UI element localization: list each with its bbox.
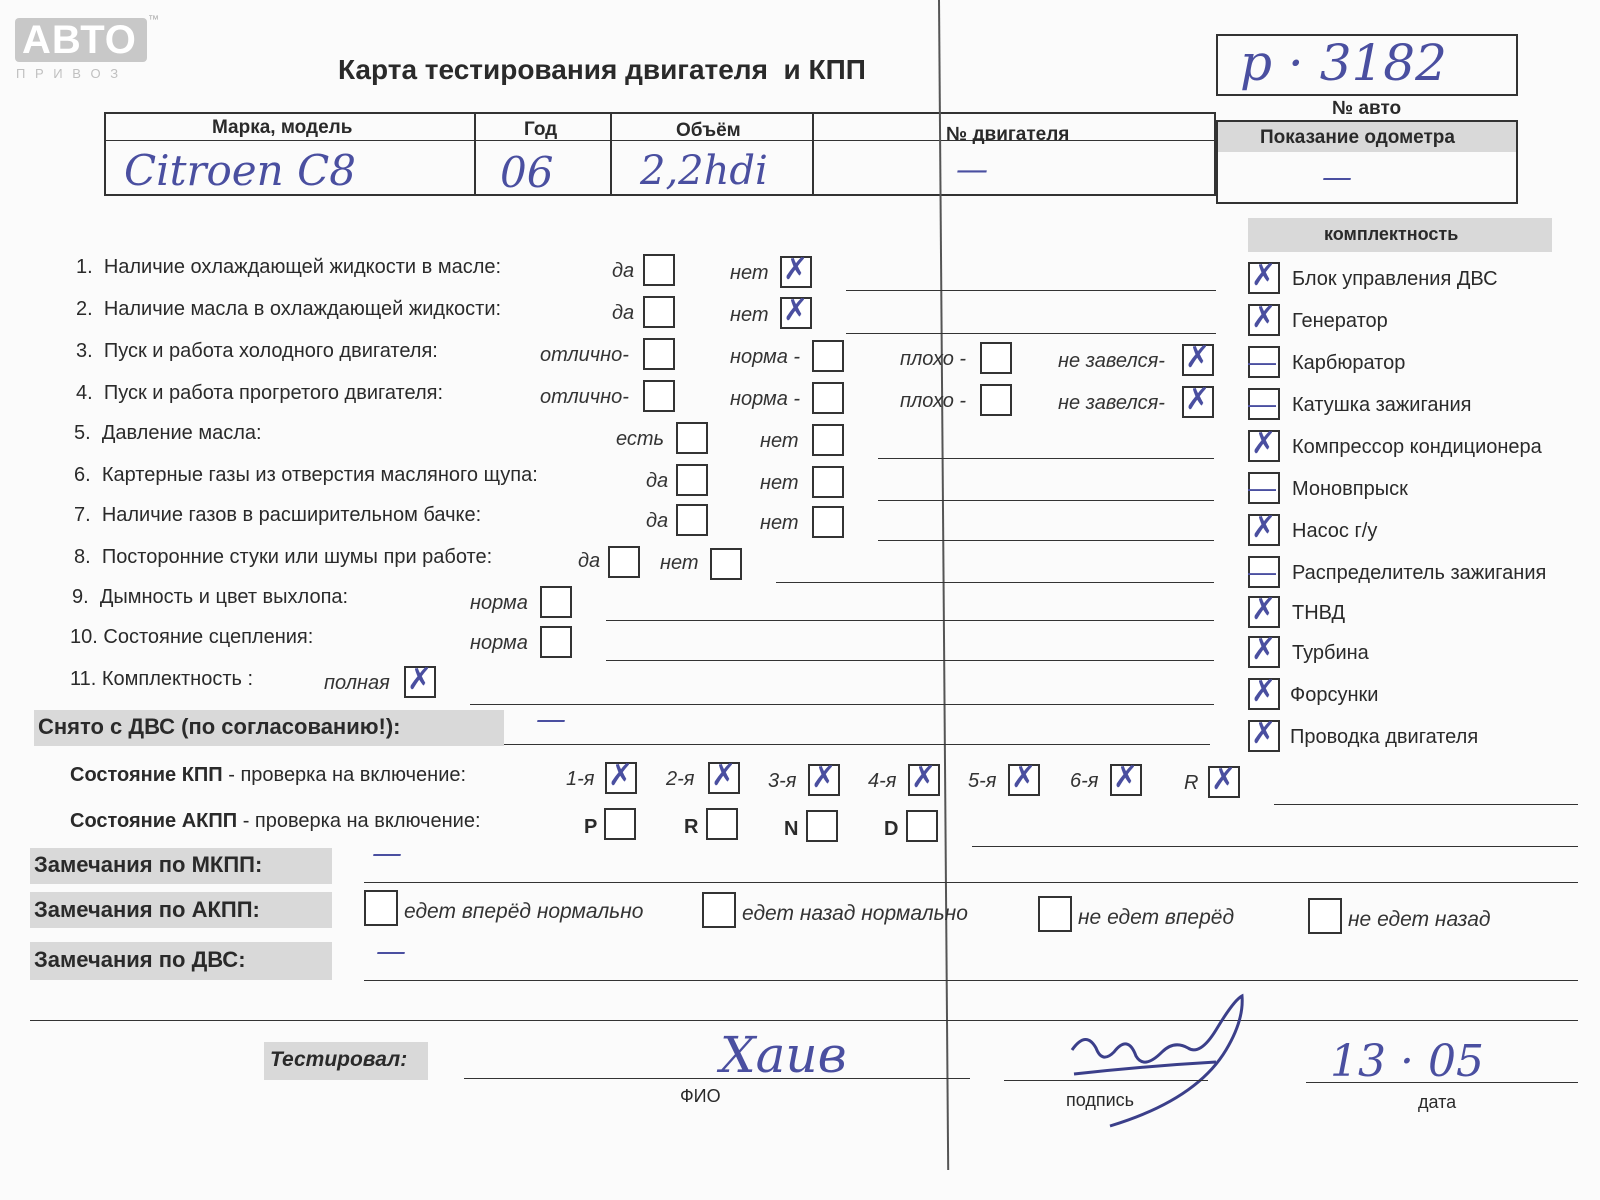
q1-yes-label: да [612,260,635,282]
completeness-check-carburetor[interactable] [1248,346,1280,378]
q4-not-started-label: не завелся- [1058,392,1165,414]
q7-yes-checkbox[interactable] [676,504,708,536]
remarks-dvs-label: Замечания по ДВС: [34,947,246,972]
gear-label: 6-я [1070,770,1099,792]
removed-value: — [536,702,566,737]
gear-label: 5-я [968,770,997,792]
q7-yes-label: да [646,510,669,532]
question-num: 8. [74,546,91,568]
completeness-header: комплектность [1324,224,1459,244]
q5-present-label: есть [616,428,665,450]
remarks-mkpp-line [364,882,1578,883]
q8-yes-checkbox[interactable] [608,546,640,578]
remarks-akpp-label: Замечания по АКПП: [34,897,260,922]
question-text: Пуск и работа холодного двигателя: [103,340,438,362]
signature-line [1004,1080,1208,1081]
q1-no-label: нет [730,262,769,284]
completeness-check-distributor[interactable] [1248,556,1280,588]
completeness-check-generator[interactable] [1248,304,1280,336]
question-7 [74,504,481,527]
akpp-notes-line [972,846,1578,847]
question-text: Комплектность : [101,668,254,690]
completeness-check-ignition-coil[interactable] [1248,388,1280,420]
q3-normal-checkbox[interactable] [812,340,844,372]
q11-notes-line [470,704,1214,705]
question-text: Давление масла: [101,422,262,444]
question-text: Дымность и цвет выхлопа: [99,586,349,608]
q10-notes-line [606,660,1214,661]
question-1 [76,256,501,279]
q5-present-checkbox[interactable] [676,422,708,454]
q3-not-started-checkbox[interactable] [1182,344,1214,376]
logo-text: АВТО [22,18,137,62]
q4-normal-label: норма - [730,388,801,410]
q8-notes-line [776,582,1214,583]
completeness-check-turbo[interactable] [1248,636,1280,668]
completeness-label: Турбина [1292,642,1369,664]
gear-label: 4-я [868,770,897,792]
q4-excellent-label: отлично- [540,386,629,408]
question-5 [74,422,262,445]
logo-tm: ™ [148,14,159,26]
kpp-label-bold: Состояние КПП [70,764,223,786]
question-num: 6. [74,464,91,486]
col-header-year: Год [524,119,558,140]
completeness-check-fuel-pump[interactable] [1248,596,1280,628]
question-text: Пуск и работа прогретого двигателя: [103,382,444,404]
q3-not-started-label: не завелся- [1058,350,1165,372]
akpp-option-label: едет назад нормально [742,902,968,925]
col-header-model: Марка, модель [212,117,353,138]
q9-norm-checkbox[interactable] [540,586,572,618]
remarks-mkpp-label: Замечания по МКПП: [34,852,263,877]
akpp-no-backward-checkbox[interactable] [1308,898,1342,934]
q6-notes-line [878,500,1214,501]
completeness-label: Насос г/у [1292,520,1378,542]
logo-subtext: П Р И В О З [16,66,122,81]
gear-2-checkbox[interactable] [708,762,740,794]
q11-full-label: полная [324,672,390,694]
signature-underline [1074,1062,1216,1074]
akpp-n-checkbox[interactable] [806,810,838,842]
col-header-volume: Объём [676,120,741,141]
completeness-label: ТНВД [1292,602,1346,624]
name-caption: ФИО [680,1086,721,1106]
gear-label: R [684,816,699,838]
q2-no-checkbox[interactable] [780,297,812,329]
completeness-label: Карбюратор [1292,352,1406,374]
question-10 [70,626,313,649]
remarks-dvs-value: — [376,934,406,969]
question-num: 3. [76,340,93,362]
gear-1-checkbox[interactable] [605,762,637,794]
question-text: Наличие газов в расширительном бачке: [101,504,482,526]
question-6 [74,464,538,487]
model-value: Citroen C8 [124,146,356,195]
q9-notes-line [606,620,1214,621]
question-8 [74,546,492,569]
question-text: Состояние сцепления: [103,626,314,648]
question-3 [76,340,438,363]
completeness-label: Моновпрыск [1292,478,1408,500]
car-number-label: № авто [1332,98,1402,119]
q3-normal-label: норма - [730,346,801,368]
q3-excellent-checkbox[interactable] [643,338,675,370]
q10-norm-label: норма [470,632,528,654]
completeness-check-ps-pump[interactable] [1248,514,1280,546]
q9-norm-label: норма [470,592,528,614]
q2-yes-checkbox[interactable] [643,296,675,328]
q11-full-checkbox[interactable] [404,666,436,698]
kpp-label [70,764,466,787]
q6-no-label: нет [760,472,799,494]
akpp-backward-ok-checkbox[interactable] [702,892,736,928]
kpp-label-rest: - проверка на включение: [222,764,467,786]
gear-5-checkbox[interactable] [1008,764,1040,796]
col-divider [474,112,476,196]
q1-yes-checkbox[interactable] [643,254,675,286]
question-9 [72,586,348,609]
name-line [464,1078,970,1079]
completeness-check-injectors[interactable] [1248,678,1280,710]
gear-label: D [884,818,899,840]
question-text: Наличие охлаждающей жидкости в масле: [103,256,502,278]
signature-caption: подпись [1066,1090,1135,1110]
engine-no-value: — [956,150,988,188]
question-num: 9. [72,586,89,608]
question-num: 10. [70,626,98,648]
completeness-label: Форсунки [1290,684,1379,706]
akpp-no-forward-checkbox[interactable] [1038,896,1072,932]
completeness-label: Проводка двигателя [1290,726,1479,748]
gear-4-checkbox[interactable] [908,764,940,796]
question-num: 11. [70,668,97,690]
q5-no-label: нет [760,430,799,452]
completeness-check-ecu[interactable] [1248,262,1280,294]
q4-not-started-checkbox[interactable] [1182,386,1214,418]
q7-notes-line [878,540,1214,541]
completeness-label: Генератор [1292,310,1388,332]
completeness-check-ac-compressor[interactable] [1248,430,1280,462]
q2-no-label: нет [730,304,769,326]
odometer-label: Показание одометра [1260,127,1455,148]
gear-3-checkbox[interactable] [808,764,840,796]
remarks-dvs-line-2 [30,1020,1578,1021]
tested-by-name: Хаив [720,1026,847,1084]
completeness-check-wiring[interactable] [1248,720,1280,752]
removed-label: Снято с ДВС (по согласованию!): [38,714,401,739]
q4-bad-label: плохо - [900,390,967,412]
q6-no-checkbox[interactable] [812,466,844,498]
akpp-option-label: едет вперёд нормально [404,900,644,923]
akpp-r-checkbox[interactable] [706,808,738,840]
question-2 [76,298,501,321]
question-4 [76,382,443,405]
completeness-label: Распределитель зажигания [1292,562,1547,584]
q1-notes-line [846,290,1216,291]
col-divider [812,112,814,196]
date-caption: дата [1418,1092,1457,1112]
q8-no-checkbox[interactable] [710,548,742,580]
question-num: 4. [76,382,93,404]
q4-excellent-checkbox[interactable] [643,380,675,412]
question-num: 5. [74,422,91,444]
volume-value: 2,2hdi [640,148,768,194]
akpp-label-bold: Состояние АКПП [70,810,238,832]
q4-normal-checkbox[interactable] [812,382,844,414]
gear-6-checkbox[interactable] [1110,764,1142,796]
page-title: Карта тестирования двигателя и КПП [338,54,866,85]
q6-yes-label: да [646,470,669,492]
question-num: 2. [76,298,93,320]
col-header-engine-no: № двигателя [946,124,1070,145]
car-number-value: р · 3182 [1240,34,1447,92]
akpp-p-checkbox[interactable] [604,808,636,840]
q2-notes-line [846,333,1216,334]
odometer-value: — [1322,160,1352,195]
completeness-check-mono-injection[interactable] [1248,472,1280,504]
question-num: 1. [76,256,93,278]
q10-norm-checkbox[interactable] [540,626,572,658]
q1-no-checkbox[interactable] [780,256,812,288]
date-value: 13 · 05 [1330,1036,1484,1087]
question-num: 7. [74,504,91,526]
gear-label: 1-я [566,768,595,790]
akpp-option-label: не едет назад [1348,908,1491,931]
gear-label: R [1184,772,1199,794]
date-line [1306,1082,1578,1083]
q6-yes-checkbox[interactable] [676,464,708,496]
q5-no-checkbox[interactable] [812,424,844,456]
question-text: Наличие масла в охлаждающей жидкости: [103,298,502,320]
gear-label: N [784,818,799,840]
q7-no-label: нет [760,512,799,534]
akpp-option-label: не едет вперёд [1078,906,1235,929]
akpp-d-checkbox[interactable] [906,810,938,842]
tested-by-label: Тестировал: [270,1048,408,1071]
removed-line [504,744,1210,745]
gear-label: 3-я [768,770,797,792]
q4-bad-checkbox[interactable] [980,384,1012,416]
q3-bad-label: плохо - [900,348,967,370]
question-text: Картерные газы из отверстия масляного щупа: [101,464,538,486]
question-11 [70,668,253,691]
q8-yes-label: да [578,550,601,572]
completeness-label: Блок управления ДВС [1292,268,1498,290]
gear-label: P [584,816,598,838]
akpp-label [70,810,481,833]
q8-no-label: нет [660,552,699,574]
gear-label: 2-я [666,768,695,790]
gear-r-checkbox[interactable] [1208,766,1240,798]
q5-notes-line [878,458,1214,459]
remarks-dvs-line-1 [364,980,1578,981]
q7-no-checkbox[interactable] [812,506,844,538]
remarks-mkpp-value: — [372,836,402,871]
completeness-label: Катушка зажигания [1292,394,1472,416]
col-divider [610,112,612,196]
year-value: 06 [500,148,554,197]
question-text: Посторонние стуки или шумы при работе: [101,546,493,568]
q3-bad-checkbox[interactable] [980,342,1012,374]
akpp-forward-ok-checkbox[interactable] [364,890,398,926]
kpp-notes-line [1274,804,1578,805]
q2-yes-label: да [612,302,635,324]
q3-excellent-label: отлично- [540,344,629,366]
completeness-label: Компрессор кондиционера [1292,436,1542,458]
akpp-label-rest: - проверка на включение: [237,810,481,832]
